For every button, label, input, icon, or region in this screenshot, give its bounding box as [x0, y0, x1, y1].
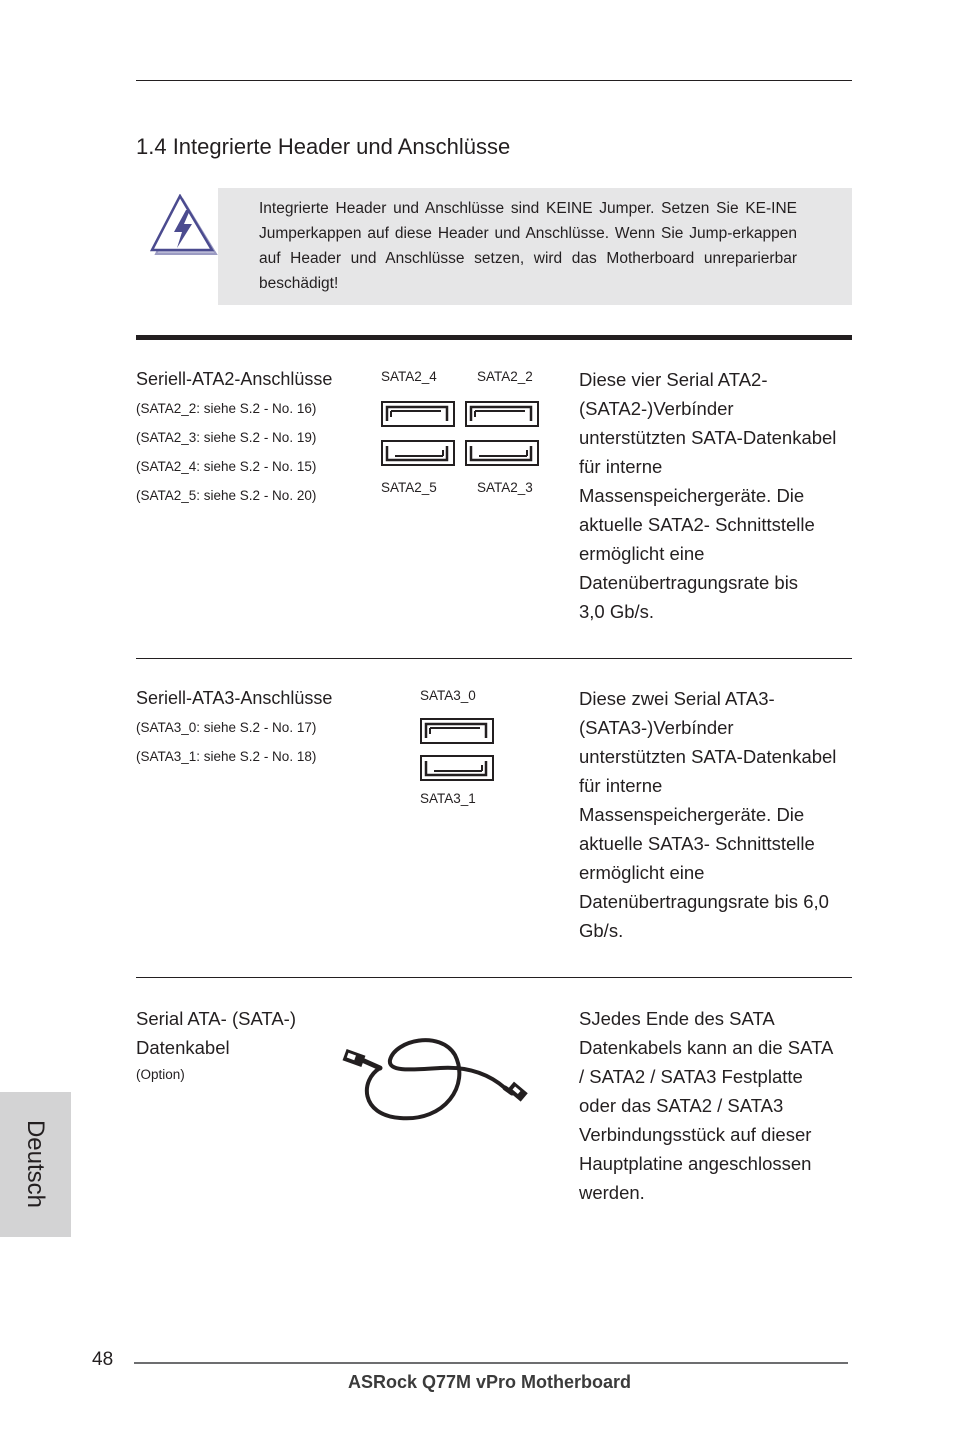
top-rule — [136, 80, 852, 81]
section-divider — [136, 658, 852, 659]
description-line: Diese zwei Serial ATA3- — [579, 688, 775, 709]
sata-connector-icon — [420, 718, 494, 744]
sata-cable-icon — [340, 1030, 530, 1125]
cable-title-line: Datenkabel — [136, 1037, 230, 1058]
description-line: (SATA3-)Verbínder — [579, 717, 734, 738]
description-line: Massenspeichergeräte. Die — [579, 485, 805, 506]
cable-title — [136, 1004, 296, 1062]
sata-connector-icon — [381, 401, 455, 427]
sata2-ref-item: (SATA2_3: siehe S.2 - No. 19) — [136, 430, 317, 445]
description-line: Datenübertragungsrate bis 6,0 — [579, 891, 829, 912]
sata2-description — [579, 365, 851, 626]
sata3-description — [579, 684, 851, 945]
description-line: werden. — [579, 1182, 645, 1203]
label-sata2-4: SATA2_4 — [381, 369, 437, 384]
sata2-ref-item: (SATA2_2: siehe S.2 - No. 16) — [136, 401, 317, 416]
label-sata3-1: SATA3_1 — [420, 791, 476, 806]
footer-title: ASRock Q77M vPro Motherboard — [348, 1372, 632, 1392]
sata-connector-icon — [381, 440, 455, 466]
description-line: ermöglicht eine — [579, 862, 705, 883]
warning-lightning-icon — [150, 194, 220, 260]
sata3-refs — [136, 713, 316, 771]
warning-note-text: Integrierte Header und Anschlüsse sind KEINE Jumper. Setzen Sie KE-INE Jumperkappen auf diese Header und Anschlüsse. Wenn Sie Jump-erkappen auf Header und Anschlüsse setzen, wird das Motherboard unreparierbar beschädigt! — [259, 200, 797, 292]
description-line: unterstützten SATA-Datenkabel — [579, 427, 837, 448]
cable-option: (Option) — [136, 1067, 185, 1082]
sata-connector-icon — [420, 755, 494, 781]
warning-note — [218, 188, 852, 305]
description-line: aktuelle SATA3- Schnittstelle — [579, 833, 815, 854]
description-line: / SATA2 / SATA3 Festplatte — [579, 1066, 803, 1087]
sata3-ref-item: (SATA3_1: siehe S.2 - No. 18) — [136, 749, 317, 764]
description-line: für interne — [579, 456, 663, 477]
section-title: 1.4 Integrierte Header und Anschlüsse — [136, 134, 511, 159]
section-divider — [136, 977, 852, 978]
sata2-ref-item: (SATA2_4: siehe S.2 - No. 15) — [136, 459, 317, 474]
sata2-title: Seriell-ATA2-Anschlüsse — [136, 369, 333, 389]
label-sata2-3: SATA2_3 — [477, 480, 533, 495]
description-line: Datenübertragungsrate bis — [579, 572, 799, 593]
description-line: aktuelle SATA2- Schnittstelle — [579, 514, 815, 535]
description-line: Datenkabels kann an die SATA — [579, 1037, 834, 1058]
sata-connector-icon — [465, 440, 539, 466]
description-line: Massenspeichergeräte. Die — [579, 804, 805, 825]
language-side-tab — [0, 1092, 71, 1237]
label-sata2-5: SATA2_5 — [381, 480, 437, 495]
page-number: 48 — [92, 1349, 114, 1370]
description-line: ermöglicht eine — [579, 543, 705, 564]
cable-title-line: Serial ATA- (SATA-) — [136, 1008, 297, 1029]
cable-description — [579, 1004, 851, 1207]
sata3-ref-item: (SATA3_0: siehe S.2 - No. 17) — [136, 720, 317, 735]
footer-rule — [134, 1362, 848, 1364]
description-line: unterstützten SATA-Datenkabel — [579, 746, 837, 767]
label-sata2-2: SATA2_2 — [477, 369, 533, 384]
description-line: für interne — [579, 775, 663, 796]
description-line: oder das SATA2 / SATA3 — [579, 1095, 784, 1116]
language-side-tab-label: Deutsch — [22, 1119, 49, 1209]
description-line: SJedes Ende des SATA — [579, 1008, 775, 1029]
description-line: Gb/s. — [579, 920, 624, 941]
description-line: Hauptplatine angeschlossen — [579, 1153, 812, 1174]
description-line: Verbindungsstück auf dieser — [579, 1124, 812, 1145]
sata-connector-icon — [465, 401, 539, 427]
sata2-ref-item: (SATA2_5: siehe S.2 - No. 20) — [136, 488, 317, 503]
description-line: Diese vier Serial ATA2- — [579, 369, 768, 390]
label-sata3-0: SATA3_0 — [420, 688, 476, 703]
sata2-refs — [136, 394, 316, 510]
sata3-title: Seriell-ATA3-Anschlüsse — [136, 688, 333, 708]
section-divider-thick — [136, 335, 852, 340]
description-line: (SATA2-)Verbínder — [579, 398, 734, 419]
description-line: 3,0 Gb/s. — [579, 601, 655, 622]
